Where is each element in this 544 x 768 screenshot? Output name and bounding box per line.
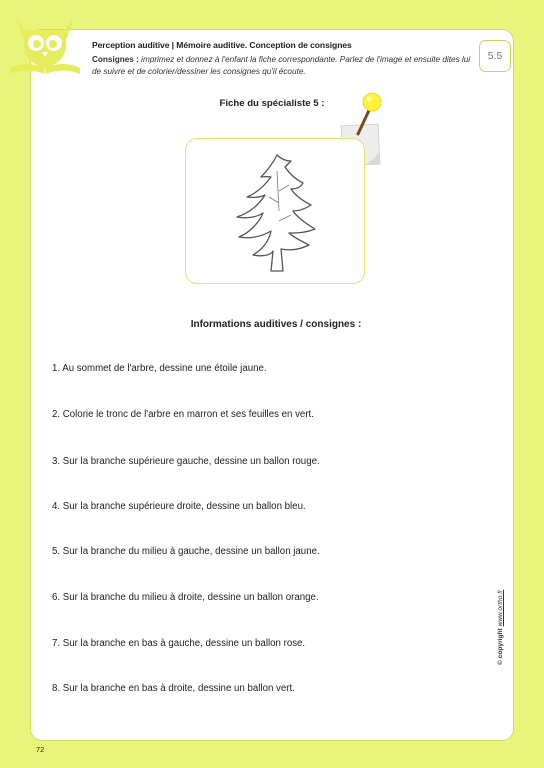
- instruction-item: 8. Sur la branche en bas à droite, dessine un ballon vert.: [52, 683, 295, 694]
- instruction-item: 6. Sur la branche du milieu à droite, dessine un ballon orange.: [52, 592, 319, 603]
- copyright-link[interactable]: www.ortho.fr: [497, 589, 504, 627]
- page-sheet: [30, 29, 514, 741]
- instructions-text: imprimez et donnez à l'enfant la fiche correspondante. Parlez de l'image et ensuite dites lui de suivre et de colorier/dessiner les consignes qu'il écoute.: [92, 55, 471, 76]
- owl-logo-icon: [6, 10, 84, 80]
- instructions-label: Consignes :: [92, 55, 139, 64]
- instruction-item: 1. Au sommet de l'arbre, dessine une étoile jaune.: [52, 363, 267, 374]
- section-badge: 5.5: [479, 40, 511, 72]
- instruction-item: 7. Sur la branche en bas à gauche, dessine un ballon rose.: [52, 638, 306, 649]
- page-number: 72: [36, 745, 45, 754]
- instruction-item: 3. Sur la branche supérieure gauche, dessine un ballon rouge.: [52, 456, 320, 467]
- instruction-item: 2. Colorie le tronc de l'arbre en marron et ses feuilles en vert.: [52, 409, 314, 420]
- instruction-item: 5. Sur la branche du milieu à gauche, dessine un ballon jaune.: [52, 546, 320, 557]
- fiche-title: Fiche du spécialiste 5 :: [219, 98, 325, 109]
- info-title: Informations auditives / consignes :: [190, 319, 362, 330]
- header-title: Perception auditive | Mémoire auditive. Conception de consignes: [92, 40, 352, 50]
- copyright-text: © copyright: [497, 628, 504, 665]
- tree-image-frame: [185, 138, 365, 284]
- copyright-notice: [497, 590, 504, 665]
- tree-outline-icon: [233, 151, 319, 275]
- instruction-item: 4. Sur la branche supérieure droite, dessine un ballon bleu.: [52, 501, 306, 512]
- header-instructions: [92, 54, 472, 78]
